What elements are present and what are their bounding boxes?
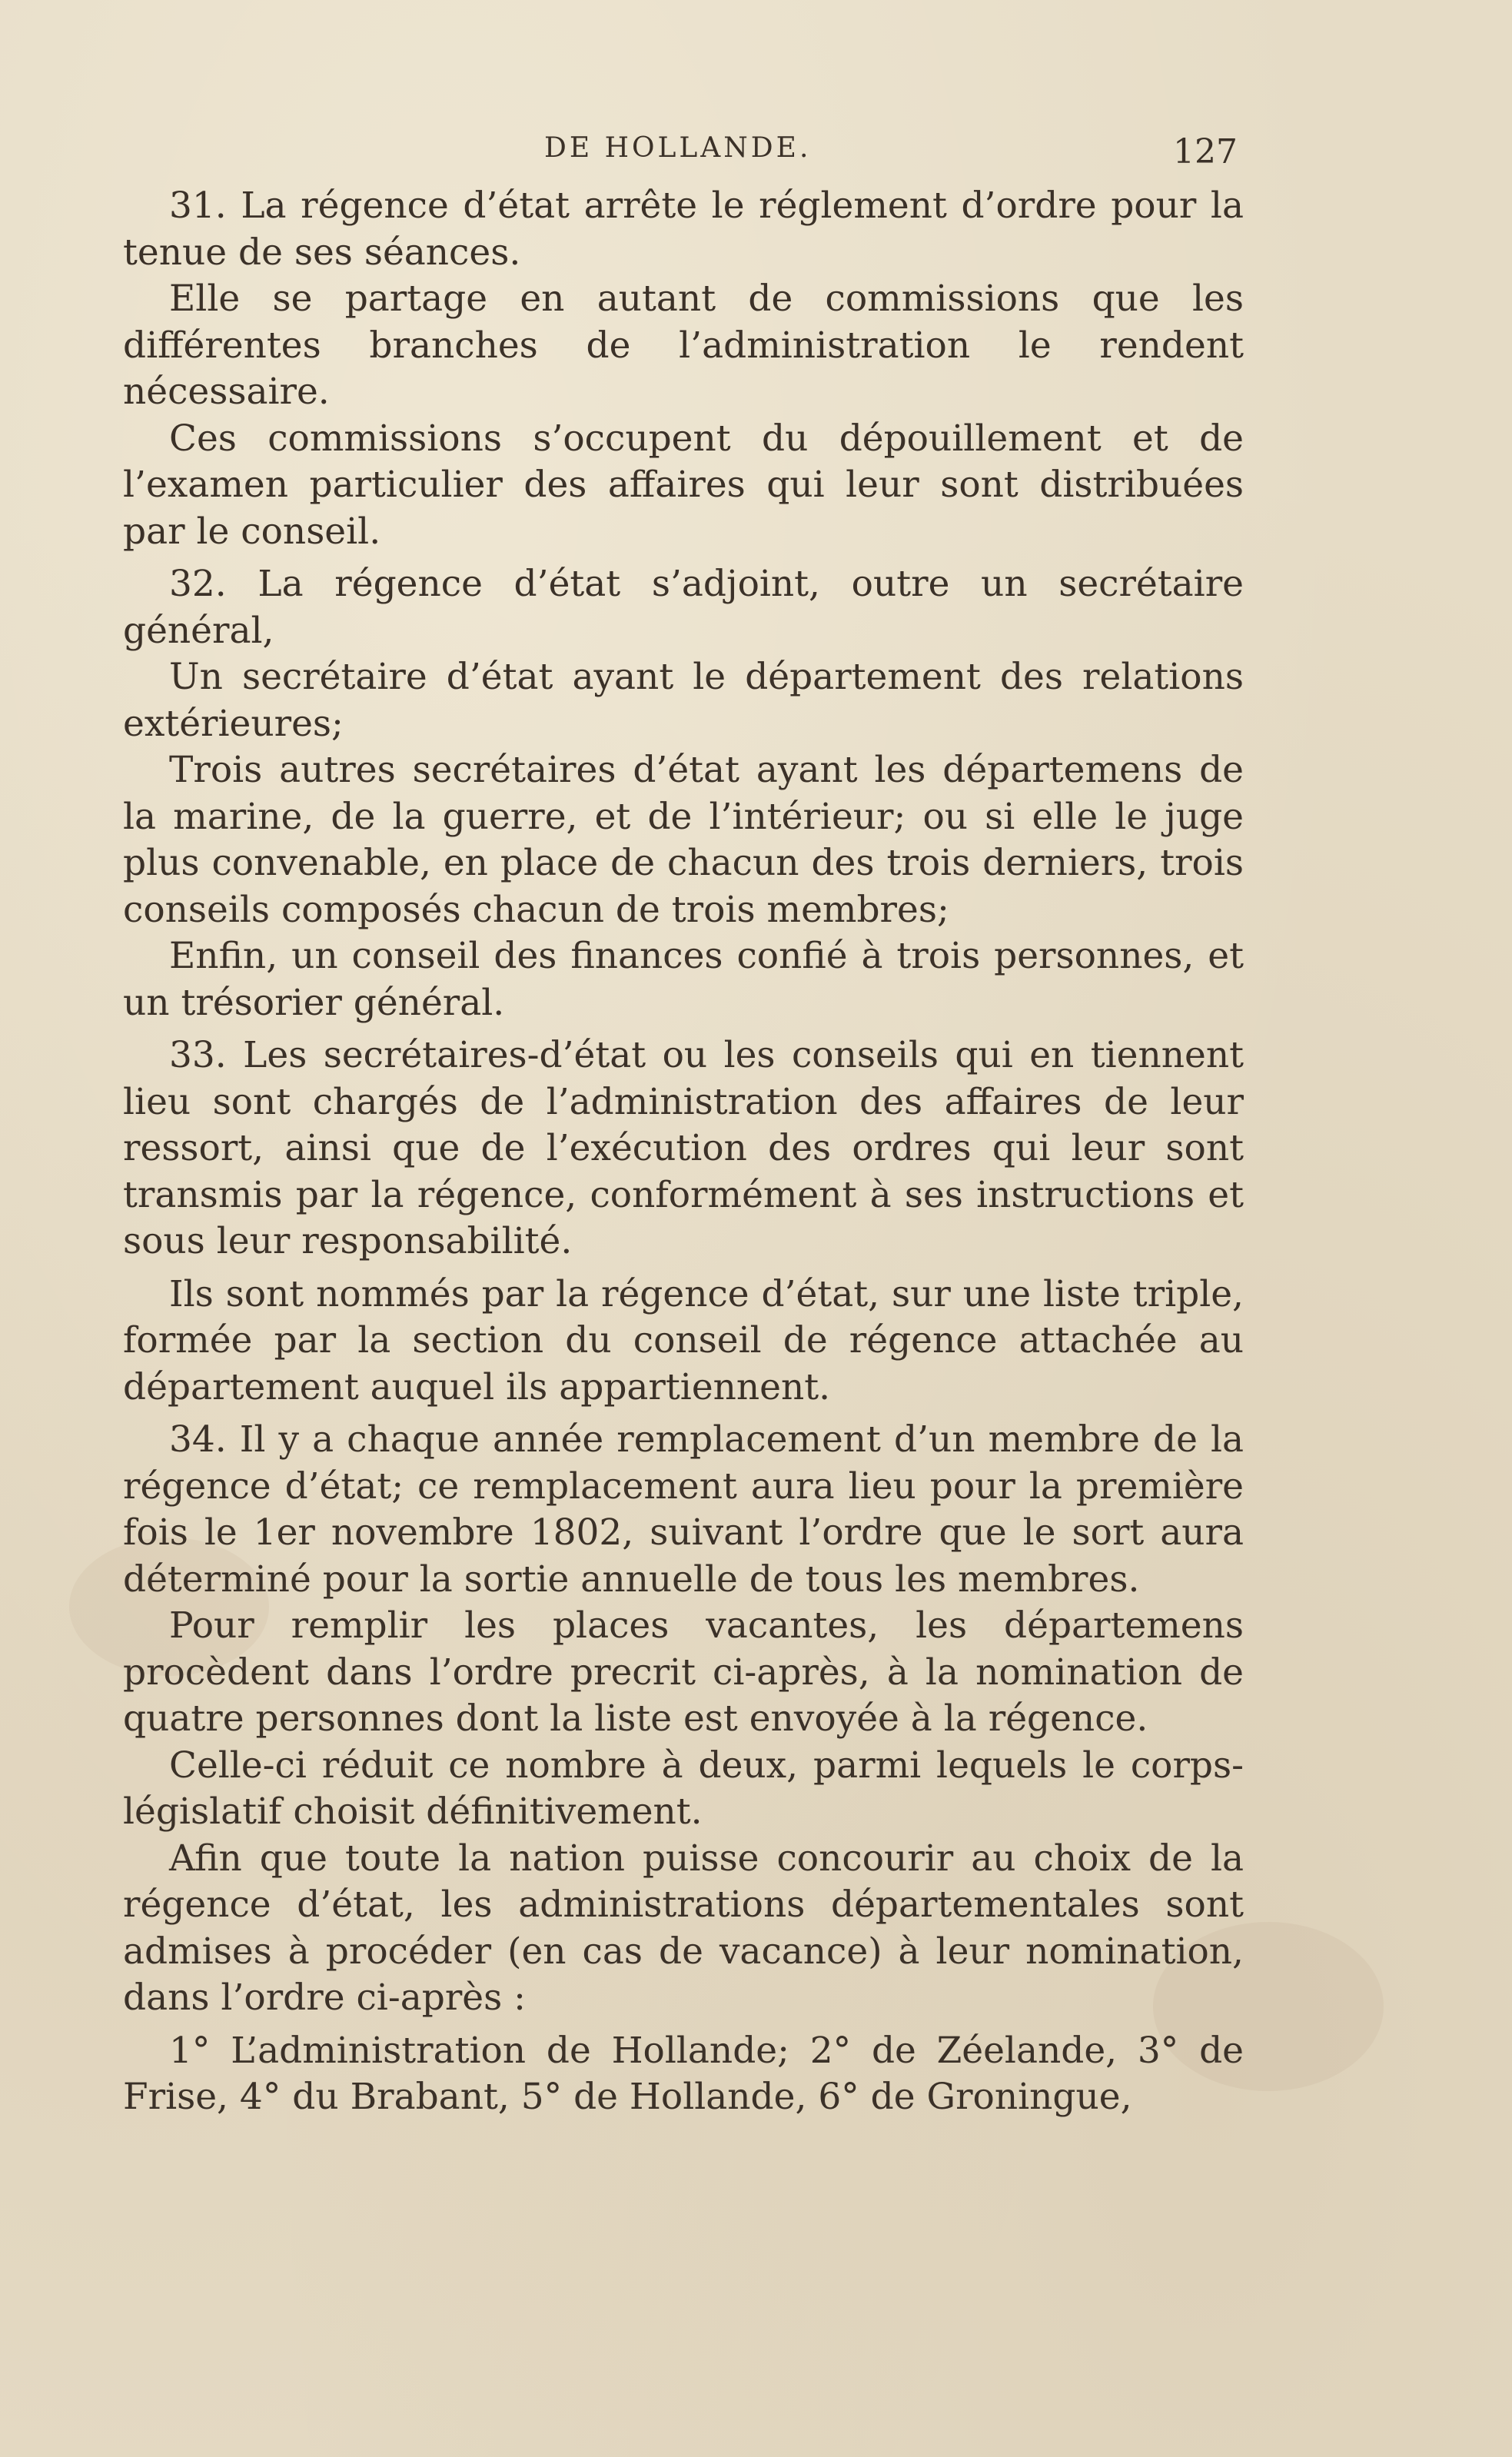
paragraph: Afin que toute la nation puisse concourir au choix de la régence d’état, les administrations départementales sont admises à procéder (en cas de vacance) à leur nomination, dans l’ordre ci-après : — [123, 1837, 1244, 2019]
article-31-paragraph: 31. La régence d’état arrête le réglement d’ordre pour la tenue de ses séances. — [123, 185, 1244, 274]
article-34-paragraph: 34. Il y a chaque année remplacement d’un membre de la régence d’état; ce remplacement aura lieu pour la première fois le 1er novembre 1802, suivant l’ordre que le sort aura déterminé pour la sortie annuelle de tous les membres. — [123, 1418, 1244, 1601]
paragraph: Pour remplir les places vacantes, les départemens procèdent dans l’ordre precrit ci-après, à la nomination de quatre personnes dont la liste est envoyée à la régence. — [123, 1604, 1244, 1740]
paragraph: 1° L’administration de Hollande; 2° de Zéelande, 3° de Frise, 4° du Brabant, 5° de Hollande, 6° de Groningue, — [123, 2029, 1244, 2118]
paragraph: Elle se partage en autant de commissions que les différentes branches de l’administration le rendent nécessaire. — [123, 278, 1244, 413]
article-33-paragraph: 33. Les secrétaires-d’état ou les conseils qui en tiennent lieu sont chargés de l’administration des affaires de leur ressort, ainsi que de l’exécution des ordres qui leur sont transmis par la régence, conformément à ses instructions et sous leur responsabilité. — [123, 1034, 1244, 1262]
paragraph: Ces commissions s’occupent du dépouillement et de l’examen particulier des affaires qui leur sont distribuées par le conseil. — [123, 417, 1244, 553]
article-32-paragraph: 32. La régence d’état s’adjoint, outre un secrétaire général, — [123, 563, 1244, 652]
running-head-title: DE HOLLANDE. — [544, 132, 812, 164]
body-text — [123, 183, 1244, 2121]
paragraph: Enfin, un conseil des finances confié à trois personnes, et un trésorier général. — [123, 935, 1244, 1024]
paragraph: Celle-ci réduit ce nombre à deux, parmi lequels le corps-législatif choisit définitivement. — [123, 1744, 1244, 1833]
page-number: 127 — [1173, 132, 1238, 171]
running-head — [123, 132, 1238, 178]
paragraph: Trois autres secrétaires d’état ayant les départemens de la marine, de la guerre, et de l’intérieur; ou si elle le juge plus convenable, en place de chacun des trois derniers, trois conseils composés chacun de trois membres; — [123, 749, 1244, 931]
paragraph: Un secrétaire d’état ayant le département des relations extérieures; — [123, 656, 1244, 745]
paragraph: Ils sont nommés par la régence d’état, sur une liste triple, formée par la section du conseil de régence attachée au département auquel ils appartiennent. — [123, 1272, 1244, 1408]
